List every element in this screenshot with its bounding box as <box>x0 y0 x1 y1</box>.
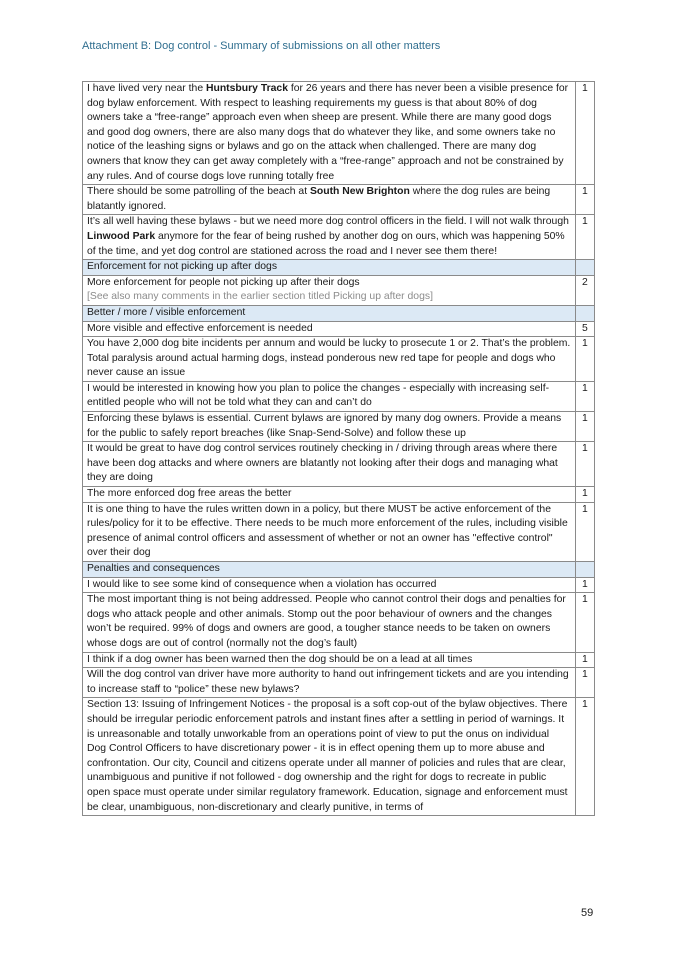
comment-segment: I think if a dog owner has been warned then the dog should be on a lead at all times <box>87 653 473 665</box>
section-heading-row <box>83 305 595 321</box>
table-row <box>83 185 595 215</box>
comment-text <box>83 275 576 305</box>
submission-count: 1 <box>575 502 594 561</box>
table-row <box>83 487 595 503</box>
table-row <box>83 577 595 593</box>
submissions-table-body <box>83 82 595 816</box>
submission-count: 1 <box>575 381 594 411</box>
comment-text <box>83 321 576 337</box>
section-heading-row <box>83 562 595 578</box>
table-row <box>83 652 595 668</box>
comment-segment: More enforcement for people not picking up after their dogs <box>87 276 360 288</box>
comment-text <box>83 668 576 698</box>
page-header: Attachment B: Dog control - Summary of submissions on all other matters <box>82 40 441 52</box>
comment-segment: There should be some patrolling of the beach at <box>87 186 310 198</box>
comment-text <box>83 577 576 593</box>
cross-reference-note: [See also many comments in the earlier section titled Picking up after dogs] <box>87 291 433 303</box>
comment-segment: The most important thing is not being addressed. People who cannot control their dogs and penalties for dogs who attack people and other animals. Stomp out the poor behaviour of owners and the changes won’t be required. 99% of dogs and owners are good, a tougher stance needs to be taken on owners whose dogs are out of control (normally not the dog’s fault) <box>87 594 566 649</box>
submission-count <box>575 260 594 276</box>
comment-segment: anymore for the fear of being rushed by another dog on ours, which was happening 50% of the time, and yet dog control are stationed across the road and I never see them there! <box>87 230 565 257</box>
page-number: 59 <box>581 907 594 919</box>
table-row <box>83 502 595 561</box>
comment-segment: It is one thing to have the rules written down in a policy, but there MUST be active enforcement of the rules/policy for it to be effective. There needs to be much more enforcement of the rules, including visible presence of animal control officers and assessment of whether or not an owner has "effective control" over their dog <box>87 503 568 559</box>
location-name: Linwood Park <box>87 230 156 242</box>
comment-text <box>83 412 576 442</box>
section-heading-row <box>83 260 595 276</box>
location-name: South New Brighton <box>309 186 410 198</box>
table-row <box>83 412 595 442</box>
table-row <box>83 381 595 411</box>
comment-text <box>83 215 576 260</box>
table-row <box>83 215 595 260</box>
comment-segment: I would like to see some kind of consequence when a violation has occurred <box>87 578 437 590</box>
comment-text <box>83 82 576 185</box>
comment-text <box>83 698 576 816</box>
submission-count: 1 <box>575 698 594 816</box>
comment-segment: where the dog rules are being blatantly ignored. <box>87 186 551 212</box>
submission-count: 1 <box>575 215 594 260</box>
section-heading <box>83 260 576 276</box>
table-row <box>83 442 595 487</box>
comment-segment: It’s all well having these bylaws - but we need more dog control officers in the field. I will not walk through <box>87 216 569 228</box>
submission-count: 1 <box>575 337 594 382</box>
comment-segment: More visible and effective enforcement is needed <box>87 322 313 334</box>
submission-count: 1 <box>575 668 594 698</box>
section-heading <box>83 562 576 578</box>
table-row <box>83 698 595 816</box>
submission-count <box>575 562 594 578</box>
comment-segment: I have lived very near the <box>87 83 206 94</box>
table-row <box>83 275 595 305</box>
submission-count: 1 <box>575 577 594 593</box>
location-name: Huntsbury Track <box>205 83 288 94</box>
comment-segment: Will the dog control van driver have more authority to hand out infringement tickets and are you intending to increase staff to “police” these new bylaws? <box>87 669 569 695</box>
table-row <box>83 593 595 652</box>
section-heading <box>83 305 576 321</box>
comment-segment: for 26 years and there has never been a visible presence for dog bylaw enforcement. With respect to leashing requirements my guess is that about 80% of dog owners take a “free-range” approach even when sheep are present. While there are many good dogs and good dog owners, there are also many dogs that do whatever they like, and some owners take no notice of the leashing signs or bylaws and go on the attack when challenged. There are many dog owners that know they can get away completely with a “free-range” approach and not be constrained by any rules. And of course dogs love running totally free <box>87 83 569 182</box>
comment-text <box>83 337 576 382</box>
table-row <box>83 82 595 185</box>
comment-segment: Enforcement for not picking up after dogs <box>87 261 278 273</box>
comment-segment: Better / more / visible enforcement <box>87 306 246 318</box>
table-row <box>83 668 595 698</box>
submission-count: 1 <box>575 442 594 487</box>
comment-text <box>83 487 576 503</box>
submission-count: 5 <box>575 321 594 337</box>
submission-count: 1 <box>575 593 594 652</box>
comment-text <box>83 442 576 487</box>
comment-text <box>83 502 576 561</box>
submission-count: 2 <box>575 275 594 305</box>
table-row <box>83 321 595 337</box>
submission-count: 1 <box>575 185 594 215</box>
comment-segment: Enforcing these bylaws is essential. Current bylaws are ignored by many dog owners. Provide a means for the public to safely report breaches (like Snap-Send-Solve) and follow these up <box>87 413 562 439</box>
table-row <box>83 337 595 382</box>
submission-count <box>575 305 594 321</box>
comment-segment: Section 13: Issuing of Infringement Notices - the proposal is a soft cop-out of the bylaw objectives. There should be irregular periodic enforcement patrols and instant fines after a settling in period of warnings. It is unreasonable and totally unworkable from an operations point of view to put the onus on individual Dog Control Officers to have discretionary power - it is in effect opening them up to more abuse and confrontation. Our city, Council and citizens operate under all manner of policies and rules that are clear, unambiguous and punitive if not followed - dog ownership and the right for dogs to recreate in public open space must operate under similar regulatory framework. Education, signage and enforcement must be clear, unambiguous, non-discretionary and clearly punitive, in terms of <box>87 699 568 813</box>
submission-count: 1 <box>575 412 594 442</box>
comment-segment: I would be interested in knowing how you plan to police the changes - especially with increasing self-entitled people who will not be told what they can and can’t do <box>87 382 550 409</box>
comment-segment: It would be great to have dog control services routinely checking in / driving through areas where there have been dog attacks and where owners are blatantly not looking after their dogs and managing what they are doing <box>87 443 558 484</box>
submission-count: 1 <box>575 82 594 185</box>
comment-segment: You have 2,000 dog bite incidents per annum and would be lucky to prosecute 1 or 2. That’s the problem. Total paralysis around actual harming dogs, instead ponderous new red tape for people and dogs who never cause an issue <box>87 338 571 379</box>
comment-text <box>83 381 576 411</box>
comment-segment: Penalties and consequences <box>87 563 220 574</box>
comment-text <box>83 593 576 652</box>
comment-text <box>83 185 576 215</box>
submission-count: 1 <box>575 487 594 503</box>
comment-text <box>83 652 576 668</box>
submissions-table <box>82 81 595 816</box>
comment-segment: The more enforced dog free areas the better <box>87 488 292 500</box>
submission-count: 1 <box>575 652 594 668</box>
